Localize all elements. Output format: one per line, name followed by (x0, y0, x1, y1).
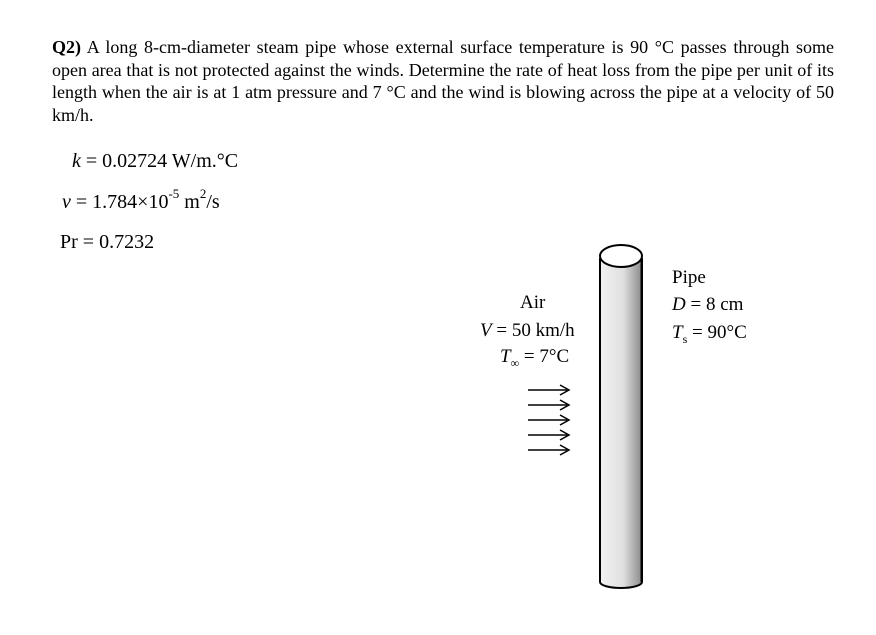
nu-unit-tail: /s (206, 191, 220, 213)
question-text: A long 8-cm-diameter steam pipe whose external surface temperature is 90 °C passes through some open area that is not protected against the winds. Determine the rate of heat loss from the pipe per unit of its length when the air is at 1 atm pressure and 7 °C and the wind is blowing across the pipe at a velocity of 50 km/h. (52, 37, 834, 125)
air-temp-subscript: ∞ (510, 355, 520, 370)
air-temperature (500, 346, 569, 368)
question-label: Q2) (52, 37, 81, 57)
pipe-top (600, 245, 642, 267)
nu-exponent: -5 (168, 186, 180, 202)
air-temp-symbol: T (500, 346, 511, 367)
air-label: Air (520, 292, 546, 313)
surface-temp-value: = 90°C (692, 322, 747, 343)
surface-temp-symbol: T (672, 322, 683, 343)
pr-value: = 0.7232 (82, 231, 155, 253)
surface-temp-subscript: s (682, 331, 688, 346)
pr-symbol: Pr (60, 231, 78, 253)
wind-arrow (528, 400, 569, 410)
wind-arrows (528, 385, 569, 455)
velocity-value: = 50 km/h (496, 320, 575, 341)
nu-unit-exponent: 2 (199, 186, 207, 202)
air-velocity (480, 320, 575, 342)
k-value: = 0.02724 W/m.°C (85, 150, 239, 172)
diameter-symbol: D (672, 294, 686, 315)
pipe-surface-temperature (672, 322, 747, 344)
k-symbol: k (72, 150, 81, 172)
nu-unit: m (184, 191, 200, 213)
nu-symbol: ν (62, 191, 71, 213)
air-temp-value: = 7°C (523, 346, 570, 367)
wind-arrow (528, 445, 569, 455)
nu-value: = 1.784×10 (75, 191, 169, 213)
diameter-value: = 8 cm (690, 294, 744, 315)
wind-arrow (528, 430, 569, 440)
wind-arrow (528, 415, 569, 425)
wind-arrow (528, 385, 569, 395)
pipe-diameter (672, 294, 743, 316)
pipe-body (600, 259, 642, 588)
pipe-label: Pipe (672, 267, 706, 288)
velocity-symbol: V (480, 320, 492, 341)
